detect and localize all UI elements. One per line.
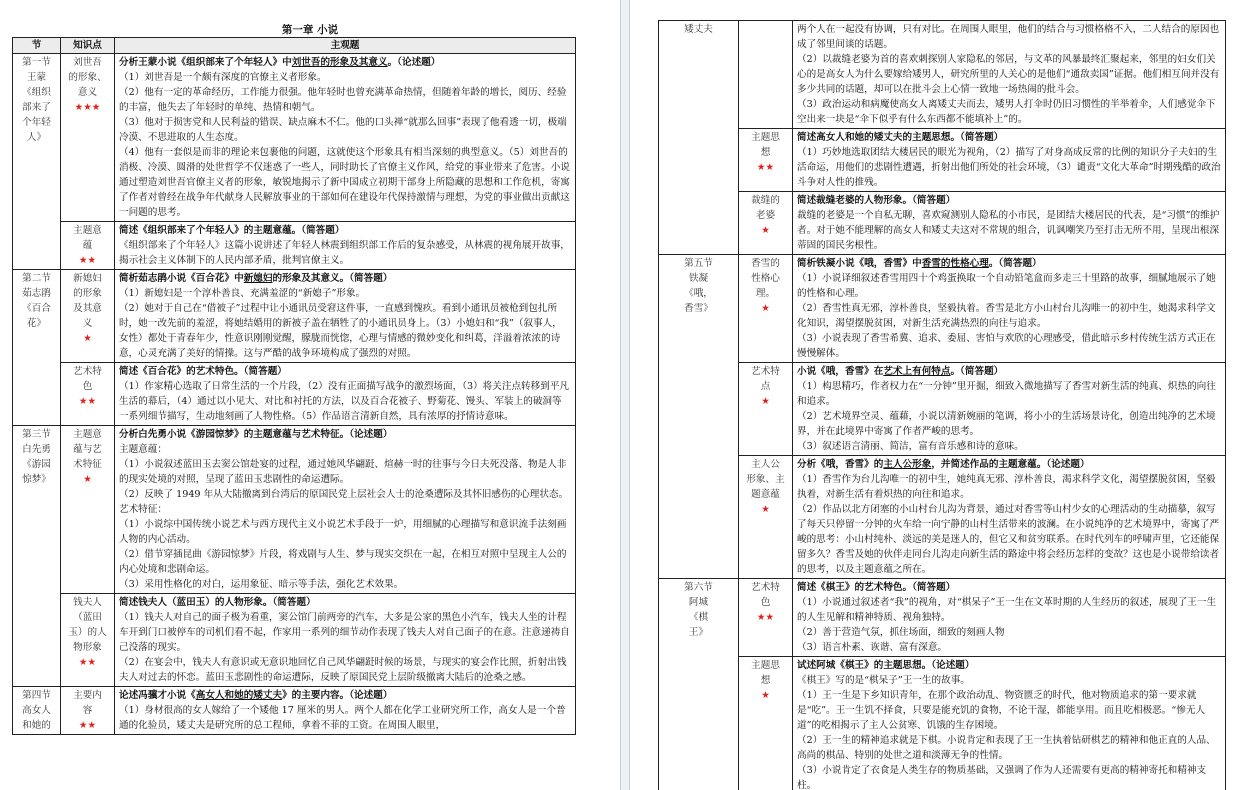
question-heading [797,364,1221,379]
answer-line: （3）采用性格化的对白，运用象征、暗示等手法，强化艺术效果。 [119,579,404,590]
section-cell: 第四节 高女人 和她的 [13,687,61,735]
table-row [13,54,576,222]
knowledge-cell [739,21,793,129]
importance-stars: ★ [761,225,770,236]
chapter-title: 第一章 小说 [281,24,339,36]
question-heading [119,688,571,703]
answer-line: （1）钱夫人对自己的面子极为看重，窦公馆门前两旁的汽车，大多是公家的黑色小汽车，钱夫人坐的计程车开到门口被停车的司机们看不起，作家用一系列的细节动作表现了钱夫人对自己面子的在意。注意递祷自己没落的现实。 [119,612,570,653]
question-tail: 。（简答题） [988,258,1042,269]
knowledge-cell [61,687,115,735]
table-row [13,363,576,426]
answer-line: （1）身材很高的女人嫁给了一个矮他 17 厘米的男人。两个人都在化学工业研究所工作，高女人是一个普通的化验员，矮丈夫是研究所的总工程师，拿着不菲的工资。在周围人眼里， [119,705,566,731]
question-heading [119,271,571,286]
answer-line: （3）政治运动和病魔使高女人离矮丈夫而去，矮男人打伞时仍旧习惯性的半举着伞，人们感觉伞下空出来一块是“伞下似乎有什么东西都不能填补上”的。 [797,99,1216,125]
answer-line: （1）刘世吾是一个颇有深度的官僚主义者形象。 [119,72,327,83]
importance-stars: ★★ [756,162,775,173]
header-knowledge: 知识点 [61,38,115,54]
answer-line: （1）巧妙地选取团结大楼居民的眼光为视角，（2）描写了对身高成反常的比例的知识分子夫妇的生活命运，用他们的悲剧性遭遇，折射出他们所处的社会环境，（3）谴责“文化大革命”时期残酷的政治斗争对人性的推残。 [797,147,1221,188]
answer-line: （3）小说肯定了衣食是人类生存的物质基础，又强调了作为人还需要有更高的精神寄托和精神支柱。 [797,765,1207,790]
topic-cell [793,456,1226,579]
left-table-body [13,54,576,735]
topic-cell [115,270,576,363]
question-heading [797,658,1221,673]
question-text: 简析铁凝小说《哦，香雪》中 [797,258,922,269]
header-row [13,38,576,54]
question-text: 论述冯骥才小说《 [119,690,196,701]
knowledge-cell [739,456,793,579]
question-text: 简述《棋王》的艺术特色。（简答题） [797,582,956,593]
answer-line: （3）语言朴素、诙谐、富有深意。 [797,642,948,653]
answer-line: 两个人在一起没有协调，只有对比。在周围人眼里，他们的结合与习惯格格不入，二人结合的原因也成了邻里间谈的话题。 [797,24,1220,50]
question-underlined: 艺术上有何特点 [883,366,951,377]
right-page [630,0,1238,790]
table-row [659,21,1226,129]
answer-line: 裁缝的老婆是一个自私无聊，喜欢窥测别人隐私的小市民，是团结大楼居民的代表，是“习惯”的维护者。对于她不能理解的高女人和矮丈夫这对不常规的组合，讥讽嘲笑乃至打击无所不用，呈现出根深蒂固的国民劣根性。 [797,210,1220,251]
answer-line: （4）他有一套似是而非的理论来包裹他的问题，这就使这个形象具有相当深刻的典型意义。（5）刘世吾的消极、冷漠、圆滑的处世哲学不仅迷惑了一些人，同时助长了官僚主义作风，给党的事业带来了危害。小说通过塑造刘世吾官僚主义者的形象，敏锐地揭示了新中国成立初期干部身上所隐藏的思想和工作危机，寄寓了作者对曾经在战争年代献身人民解放事业的干部如何在建设年代保持激情与理想，为党的事业做出贡献这一问题的思考。 [119,147,570,218]
knowledge-cell [61,426,115,594]
knowledge-label: 艺术特 点 [751,366,780,392]
importance-stars: ★ [761,690,770,701]
question-underlined: 主人公形象 [883,459,932,470]
answer-line: （2）香雪性真无邪，淳朴善良，坚毅执着。香雪是北方小山村台儿沟唯一的初中生，她渴求科学文化知识，渴望摆脱贫困，对新生活充满热烈的向往与追求。 [797,303,1216,329]
question-heading [797,193,1221,208]
header-section: 节 [13,38,61,54]
question-text: 分析白先勇小说《游园惊梦》的主题意蕴与艺术特征。（论述题） [119,429,393,440]
page-gutter [620,0,630,790]
question-text: 简述裁缝老婆的人物形象。（简答题） [797,195,956,206]
answer-line: （1）新媳妇是一个淳朴善良、充满羞涩的“新媳子”形象。 [119,288,366,299]
knowledge-label: 裁缝的 老婆 [751,195,780,221]
answer-line: （2）善于营造气氛，抓住场面，细致的刻画人物 [797,627,1005,638]
answer-line: （2）以裁缝老婆为首的喜欢刺探别人家隐私的邻居，与文革的风暴最终汇聚起来，邻里的妇女们关心的是高女人为什么要嫁给矮男人，研究所里的人关心的是他们“通敌卖国”证据。他们相互间并没有多少共同的话题，却可以在批斗会上心情一致地一场热闹的批斗会。 [797,54,1220,95]
importance-stars: ★★★ [74,102,101,113]
answer-line: （1）小说译细叙述香雪用四十个鸡蛋换取一个自动铅笔盒而多走三十里路的故事，细腻地展示了她的性格和心理。 [797,273,1216,299]
topic-cell [793,21,1226,129]
question-text: 分析《哦，香雪》的 [797,459,884,470]
answer-line: （1）小说综中国传统小说艺术与西方现代主义小说艺术手段于一炉，用细腻的心理描写和意识流手法刻画人物的内心活动。 [119,519,567,545]
answer-line: （1）构思精巧，作者权力在“一分钟”里开掘，细致入微地描写了香雪对新生活的纯真、炽热的向往和追求。 [797,381,1216,407]
answer-line: （2）王一生的精神追求就是下棋。小说肯定和表现了王一生执着钻研棋艺的精神和他正直的人品、高尚的棋品、特别的处世之道和淡薄无争的性情。 [797,735,1216,761]
answer-line: （2）反映了 1949 年从大陆撤离到台湾后的原国民党上层社会人士的沧桑遭际及其怀旧感伤的心理状态。 [119,489,569,500]
table-row [659,129,1226,192]
importance-stars: ★★ [78,657,97,668]
knowledge-cell [61,363,115,426]
knowledge-cell [739,363,793,456]
section-cell: 第二节 茹志鹃 《百合 花》 [13,270,61,426]
table-row [659,192,1226,255]
topic-cell [115,594,576,687]
section-cell: 第六节 阿城 《棋 王》 [659,579,739,790]
table-row [659,363,1226,456]
answer-line: （1）香雪作为台儿沟唯一的初中生，她纯真无邪、淳朴善良，渴求科学文化，渴望摆脱贫困，坚毅执着，对新生活有着炽热的向往和追求。 [797,474,1216,500]
question-heading [797,256,1221,271]
answer-line: （2）他有一定的革命经历，工作能力很强。他年轻时也曾充满革命热情，但随着年龄的增长，阅历、经验的丰富，他失去了年轻时的单纯、热情和朝气。 [119,87,567,113]
notes-table-left [12,37,576,735]
question-heading [119,427,571,442]
question-heading [119,55,571,70]
question-text: 简述高女人和她的矮丈夫的主题思想。（简答题） [797,132,1004,143]
answer-line: （2）借节穿插昆曲《游园惊梦》片段，将戏剧与人生、梦与现实交织在一起，在相互对照中呈现主人公的内心处境和悲剧命运。 [119,549,567,575]
knowledge-cell [739,579,793,657]
question-underlined: 香雪的性格心理 [921,258,989,269]
importance-stars: ★ [761,504,770,515]
question-tail: 的形象及其意义。（简答题） [272,273,393,284]
knowledge-label: 香雪的 性格心 理。 [751,258,780,299]
topic-cell [793,255,1226,363]
knowledge-label: 新媳妇 的形象 及其意 义 [73,273,102,329]
topic-cell [793,579,1226,657]
knowledge-label: 主题意 蕴与艺 术特征 [73,429,102,470]
question-underlined: 刘世吾的形象及其意义 [291,57,388,68]
question-heading [119,364,571,379]
knowledge-label: 刘世吾 的形象、 意义 [68,57,107,98]
importance-stars: ★ [761,396,770,407]
header-topic: 主观题 [115,38,576,54]
section-cell: 矮丈夫 [659,21,739,255]
table-row [13,270,576,363]
table-row [13,222,576,270]
answer-line: 《组织部来了个年轻人》这篇小说讲述了年轻人林震到组织部工作后的复杂感受，从林震的视角展开故事，揭示社会主义体制下的人民内部矛盾，批判官僚主义。 [119,240,570,266]
answer-line: （1）作家精心选取了日常生活的一个片段，（2）没有正面描写战争的激烈场面，（3）将关注点转移到平凡生活的幕后，（4）通过以小见大、对比和衬托的方法，以及百合花被子、野菊花、馒头、军装上的破洞等一系列细节描写，生动地刻画了人物性格。（5）作品语言清新自然，具有浓厚的抒情诗意味。 [119,381,570,422]
knowledge-label: 主要内 容 [73,690,102,716]
knowledge-cell [739,255,793,363]
right-table-body [659,21,1226,790]
table-row [659,456,1226,579]
topic-cell [115,363,576,426]
question-text: 简析茹志鹃小说《百合花》中 [119,273,244,284]
answer-line: 《棋王》写的是“棋呆子”王一生的故事。 [797,675,970,686]
table-row [659,657,1226,790]
answer-line: （1）小说通过叙述者“我”的视角，对“棋呆子”王一生在文革时期的人生经历的叙述，展现了王一生的人生见解和精神特质、视角独特。 [797,597,1217,623]
knowledge-cell [739,657,793,790]
answer-line: （1）王一生是下乡知识青年，在那个政治动乱、物资匮乏的时代，他对物质追求的第一要求就是“吃”。王一生饥不择食，只要是能充饥的食物，不论干湿，都能享用。而且吃相极恶。“惨无人道”的吃相揭示了主人公贫寒、饥饿的生存困境。 [797,690,1206,731]
question-text: 分析王蒙小说《组织部来了个年轻人》中 [119,57,292,68]
knowledge-label: 主题思 想 [751,660,780,686]
answer-line: （2）她对于自己在“借被子”过程中让小通讯员受窘这件事，一直感到愧疚。看到小通讯员被枪到包扎所时，她一改先前的羞涩，将她结婚用的新被子盖在牺牲了的小通讯员身上。（3）小媳妇和“我”（叙事人，女性）都处于青春年少，性意识刚刚觉醒，朦胧而恍惚，心理与情感的微妙变化和纠葛，洋溢着浓浓的诗意，心灵充满了美好的情操。这与严酷的战争环境构成了强烈的对照。 [119,303,562,359]
question-tail: 。（简答题） [950,366,1004,377]
question-heading [797,457,1221,472]
importance-stars: ★★ [78,720,97,731]
knowledge-cell [739,192,793,255]
answer-line: 艺术特征： [119,504,167,515]
knowledge-label: 主人公 形象、主 题意蕴 [746,459,785,500]
table-row [13,594,576,687]
topic-cell [115,54,576,222]
knowledge-cell [61,54,115,222]
topic-cell [793,129,1226,192]
knowledge-label: 主题意 蕴 [73,225,102,251]
section-cell: 第一节 王蒙 《组织 部来了 个年轻 人》 [13,54,61,270]
question-heading [797,580,1221,595]
question-text: 试述阿城《棋王》的主题思想。（论述题） [797,660,975,671]
question-text: 简述《百合花》的艺术特色。（简答题） [119,366,287,377]
answer-line: （2）作品以北方闭塞的小山村台儿沟为背景，通过对香雪等山村少女的心理活动的生动描摹，叙写了每天只停留一分钟的火车给一向宁静的山村生活带来的波澜。在小说纯净的艺术境界中，寄寓了严峻的思考：小山村纯朴、淡远的美是迷人的，但它又和贫穷联系。在时代列车的呼啸声里，它还能保留多久？香雪及她的伙伴走同台儿沟走向新生活的路途中将会经历怎样的变故？这也是小说带给读者的思考，以及主题意蕴之所在。 [797,504,1220,575]
importance-stars: ★ [83,474,92,485]
topic-cell [115,426,576,594]
topic-cell [793,192,1226,255]
section-cell: 第五节 铁凝 《哦， 香雪》 [659,255,739,579]
question-heading [797,130,1221,145]
knowledge-cell [61,222,115,270]
topic-cell [793,657,1226,790]
table-row [13,687,576,735]
answer-line: （3）叙述语言清丽、简洁，富有音乐感和诗的意味。 [797,441,1024,452]
question-heading [119,223,571,238]
question-text: 简述《组织部来了个年轻人》的主题意蕴。（简答题） [119,225,345,236]
knowledge-label: 钱夫人 （蓝田 玉）的人 物形象 [68,597,107,653]
topic-cell [115,687,576,735]
table-row [13,426,576,594]
answer-line: （1）小说叙述蓝田玉去窦公馆赴宴的过程，通过她风华翩跹、煊赫一时的往事与今日夫死没落、物是人非的现实处境的对照，呈现了蓝田玉悲剧性的命运遭际。 [119,459,567,485]
question-heading [119,595,571,610]
importance-stars: ★★ [78,255,97,266]
question-text: 小说《哦，香雪》在 [797,366,884,377]
knowledge-label: 主题思 想 [751,132,780,158]
answer-line: （2）艺术境界空灵、蕴藉，小说以清新婉丽的笔调，将小小的生活场景诗化，创造出纯净的艺术境界，并在此境界中寄寓了作者严峻的思考。 [797,411,1216,437]
answer-line: （3）他对于损害党和人民利益的错误、缺点麻木不仁。他的口头禅“就那么回事”表现了他看透一切，极端冷漠、不思进取的人生态度。 [119,117,567,143]
question-tail: ，并简述作品的主题意蕴。（论述题） [931,459,1090,470]
table-row [659,255,1226,363]
importance-stars: ★ [761,303,770,314]
question-underlined: 新媳妇 [243,273,273,284]
section-cell: 第三节 白先勇 《游园 惊梦》 [13,426,61,687]
topic-cell [793,363,1226,456]
importance-stars: ★ [83,333,92,344]
knowledge-cell [739,129,793,192]
question-tail: 。（论述题） [387,57,441,68]
table-row [659,579,1226,657]
notes-table-right [658,20,1226,790]
knowledge-cell [61,594,115,687]
importance-stars: ★★ [78,396,97,407]
question-underlined: 高女人和她的矮丈夫 [195,690,283,701]
answer-line: （2）在宴会中，钱夫人有意识或无意识地回忆自己风华翩跹时候的场景，与现实的宴会作比照，折射出钱夫人对过去的怀恋。蓝田玉悲剧性的命运遭际，反映了原国民党上层阶级撤离大陆后的沧桑之感。 [119,657,567,683]
question-text: 简述钱夫人（蓝田玉）的人物形象。（简答题） [119,597,316,608]
topic-cell [115,222,576,270]
knowledge-label: 艺术特 色 [751,582,780,608]
importance-stars: ★★ [756,612,775,623]
answer-line: 主题意蕴： [119,444,167,455]
question-tail: 》的主要内容。（论述题） [282,690,393,701]
answer-line: （3）小说表现了香雪希冀、追求、委屈、害怕与欢欣的心理感受，借此暗示乡村传统生活方式正在慢慢解体。 [797,333,1216,359]
knowledge-label: 艺术特 色 [73,366,102,392]
knowledge-cell [61,270,115,363]
